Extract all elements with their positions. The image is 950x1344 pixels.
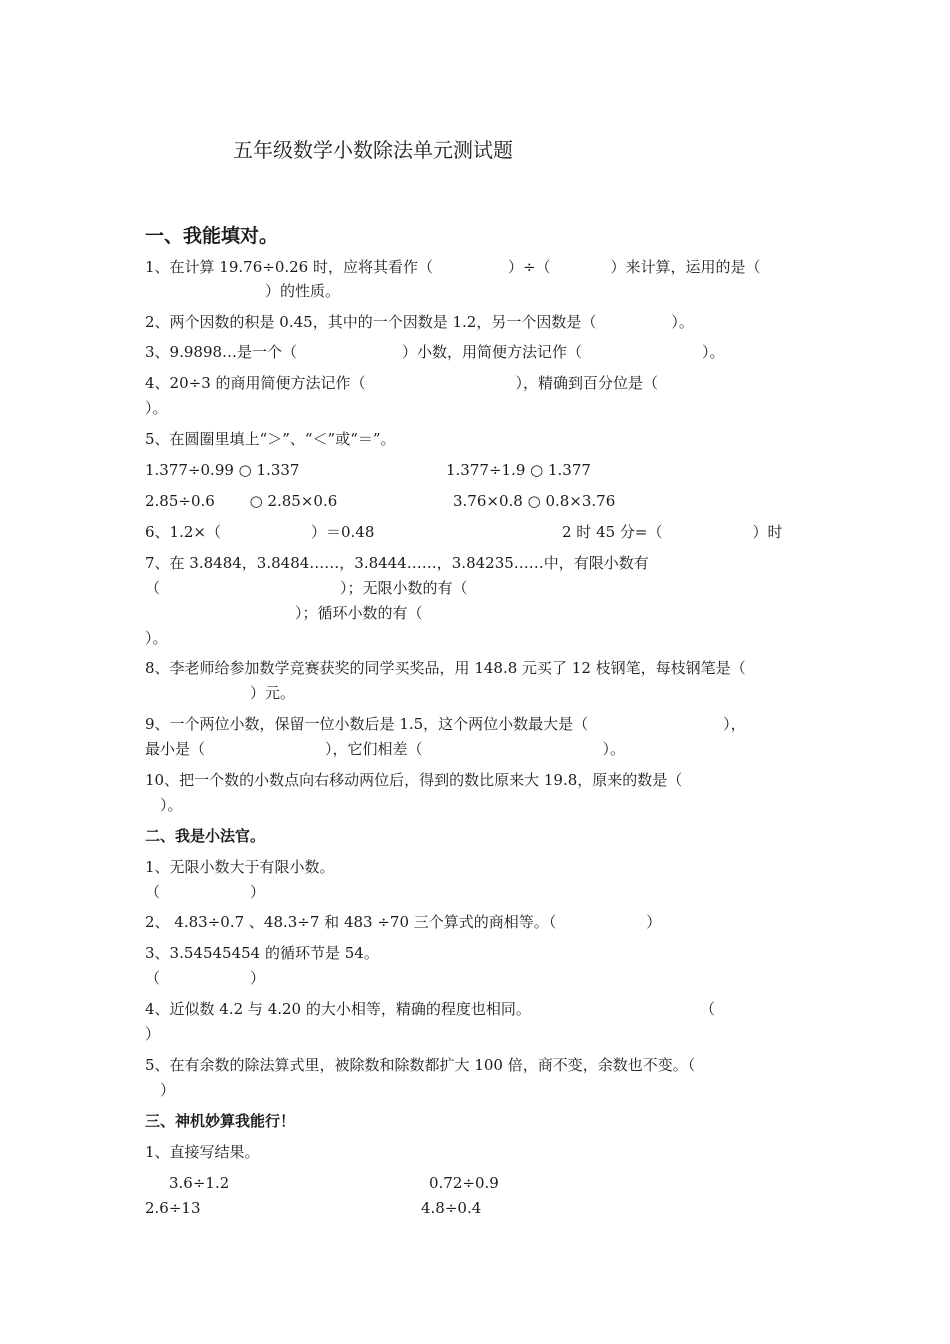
- compare-item: 1.377÷1.9 ○ 1.377: [446, 461, 591, 479]
- question-line: 2、 4.83÷0.7 、48.3÷7 和 483 ÷70 三个算式的商相等。（ ）: [145, 913, 662, 931]
- calc-item: 0.72÷0.9: [429, 1174, 499, 1192]
- question-line: ）；循环小数的有（: [145, 604, 423, 622]
- page-title: 五年级数学小数除法单元测试题: [233, 138, 513, 162]
- question-line: 3、9.9898…是一个（ ）小数，用简便方法记作（ ）。: [145, 343, 725, 361]
- answer-bracket: ）: [145, 1025, 161, 1043]
- compare-item: 2.85÷0.6 ○ 2.85×0.6: [145, 492, 338, 510]
- calc-item: 3.6÷1.2: [169, 1174, 230, 1192]
- question-line: ）元。: [145, 684, 296, 702]
- answer-bracket: ）: [145, 1081, 176, 1099]
- compare-item: 1.377÷0.99 ○ 1.337: [145, 461, 300, 479]
- question-line: ）。: [145, 399, 168, 417]
- compare-item: 3.76×0.8 ○ 0.8×3.76: [453, 492, 616, 510]
- section-heading-calc: 三、神机妙算我能行！: [145, 1112, 296, 1130]
- question-line: 5、在圆圈里填上“＞”、“＜”或“＝”。: [145, 430, 396, 448]
- calc-item: 4.8÷0.4: [421, 1199, 482, 1217]
- question-line: 1、在计算 19.76÷0.26 时，应将其看作（ ）÷（ ）来计算，运用的是（: [145, 258, 761, 276]
- question-line: 6、1.2×（ ）＝0.48: [145, 523, 375, 541]
- question-line: 4、20÷3 的商用简便方法记作（ ），精确到百分位是（: [145, 374, 659, 392]
- answer-bracket: （ ）: [145, 969, 266, 987]
- question-line: 5、在有余数的除法算式里，被除数和除数都扩大 100 倍，商不变，余数也不变。（: [145, 1056, 696, 1074]
- question-line: 最小是（ ），它们相差（ ）。: [145, 740, 626, 758]
- question-line: ）。: [145, 629, 168, 647]
- answer-bracket: （: [700, 1000, 716, 1018]
- question-line: 10、把一个数的小数点向右移动两位后，得到的数比原来大 19.8，原来的数是（: [145, 771, 683, 789]
- question-line: 3、3.54545454 的循环节是 54。: [145, 944, 379, 962]
- answer-bracket: （ ）: [145, 883, 266, 901]
- question-line: 9、一个两位小数，保留一位小数后是 1.5，这个两位小数最大是（ ），: [145, 715, 746, 733]
- question-line: 4、近似数 4.2 与 4.20 的大小相等，精确的程度也相同。: [145, 1000, 531, 1018]
- calc-item: 2.6÷13: [145, 1199, 201, 1217]
- section-heading-fill-in: 一、我能填对。: [145, 225, 279, 247]
- question-line: ）。: [145, 796, 183, 814]
- question-line: 2、两个因数的积是 0.45，其中的一个因数是 1.2，另一个因数是（ ）。: [145, 313, 694, 331]
- question-line: 1、直接写结果。: [145, 1143, 260, 1161]
- question-line: 1、无限小数大于有限小数。: [145, 858, 335, 876]
- question-line: ）的性质。: [145, 282, 341, 300]
- section-heading-judge: 二、我是小法官。: [145, 827, 266, 845]
- question-line: 2 时 45 分=（ ）时: [562, 523, 783, 541]
- question-line: （ ）；无限小数的有（: [145, 579, 468, 597]
- question-line: 7、在 3.8484，3.8484……，3.8444……，3.84235……中，有限小数有: [145, 554, 649, 572]
- question-line: 8、李老师给参加数学竞赛获奖的同学买奖品，用 148.8 元买了 12 枝钢笔，每枝钢笔是（: [145, 659, 746, 677]
